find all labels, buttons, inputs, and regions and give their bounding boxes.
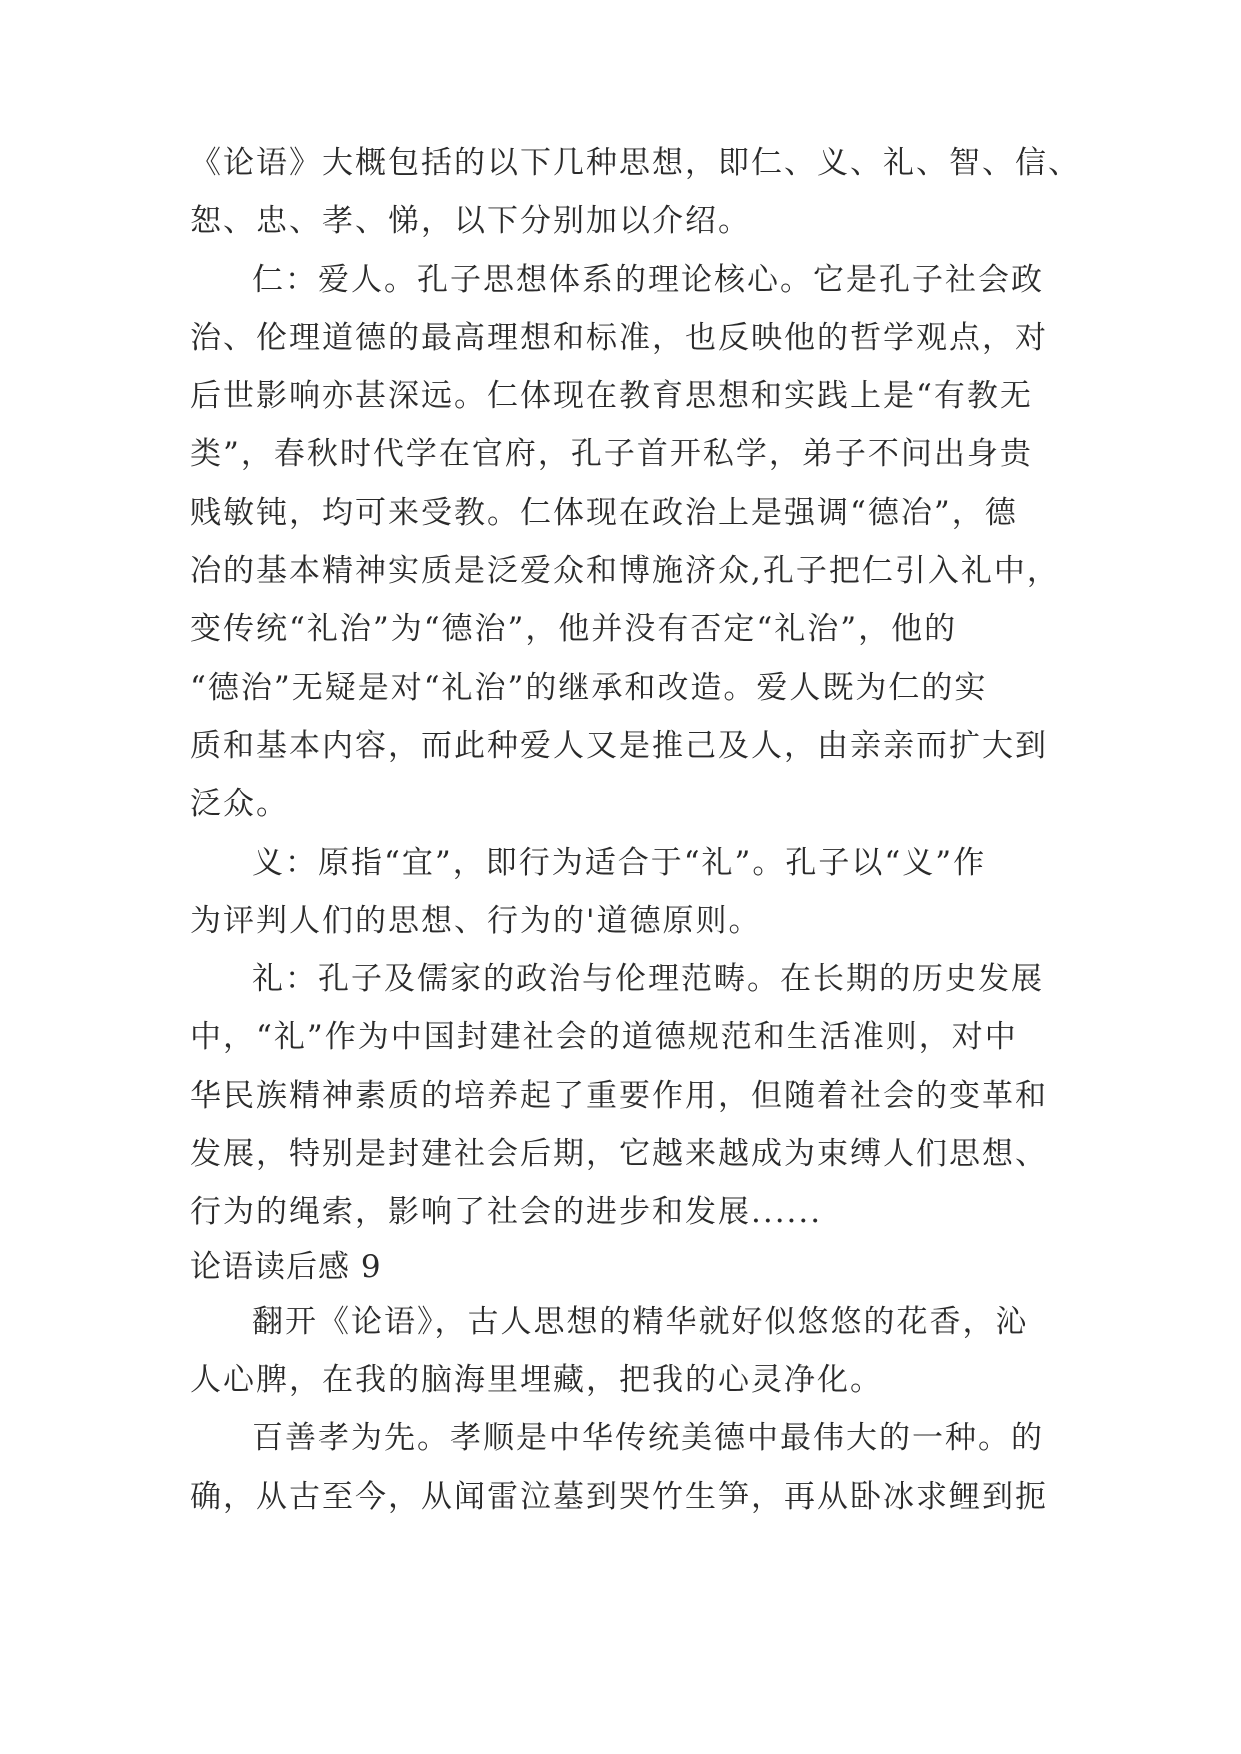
section-heading: 论语读后感 9 (190, 1248, 382, 1285)
paragraph-li (190, 950, 1070, 1241)
document-text (190, 134, 1081, 1526)
text-line: 后世影响亦甚深远。仁体现在教育思想和实践上是“有教无 (190, 378, 1033, 415)
text-line: 发展，特别是封建社会后期，它越来越成为束缚人们思想、 (190, 1136, 1048, 1173)
paragraph-xiao (190, 1409, 1070, 1526)
text-line: 人心脾，在我的脑海里埋藏，把我的心灵净化。 (190, 1361, 883, 1398)
text-line: 礼：孔子及儒家的政治与伦理范畴。在长期的历史发展 (252, 961, 1044, 998)
paragraph-ren (190, 251, 1070, 834)
text-line: 翻开《论语》，古人思想的精华就好似悠悠的花香，沁 (252, 1303, 1029, 1340)
text-line: 变传统“礼治”为“德治”，他并没有否定“礼治”，他的 (190, 611, 958, 648)
paragraph-fankai (190, 1293, 1070, 1410)
text-line: 确，从古至今，从闻雷泣墓到哭竹生笋，再从卧冰求鲤到扼 (190, 1478, 1048, 1515)
text-line: 贱敏钝，均可来受教。仁体现在政治上是强调“德冶”，德 (190, 494, 1018, 531)
text-line: 百善孝为先。孝顺是中华传统美德中最伟大的一种。的 (252, 1420, 1044, 1457)
text-line: “德治”无疑是对“礼治”的继承和改造。爱人既为仁的实 (190, 669, 988, 706)
text-line: 治、伦理道德的最高理想和标准，也反映他的哲学观点，对 (190, 319, 1048, 356)
text-line: 华民族精神素质的培养起了重要作用，但随着社会的变革和 (190, 1077, 1048, 1114)
text-line: 恕、忠、孝、悌，以下分别加以介绍。 (190, 203, 751, 240)
paragraph-yi (190, 834, 1070, 951)
text-line: 中，“礼”作为中国封建社会的道德规范和生活准则，对中 (190, 1019, 1018, 1056)
text-line: 泛众。 (190, 786, 289, 823)
text-line: 义：原指“宜”，即行为适合于“礼”。孔子以“义”作 (252, 844, 987, 881)
text-line: 类”，春秋时代学在官府，孔子首开私学，弟子不问出身贵 (190, 436, 1033, 473)
text-line: 仁：爱人。孔子思想体系的理论核心。它是孔子社会政 (252, 261, 1044, 298)
text-line: 《论语》大概包括的以下几种思想，即仁、义、礼、智、信、 (190, 145, 1081, 181)
paragraph-intro (190, 134, 1081, 251)
text-line: 质和基本内容，而此种爱人又是推己及人，由亲亲而扩大到 (190, 727, 1048, 764)
text-line: 行为的绳索，影响了社会的进步和发展...... (190, 1194, 823, 1231)
text-line: 为评判人们的思想、行为的'道德原则。 (190, 902, 762, 939)
text-line: 冶的基本精神实质是泛爱众和博施济众,孔子把仁引入礼中， (190, 553, 1060, 590)
